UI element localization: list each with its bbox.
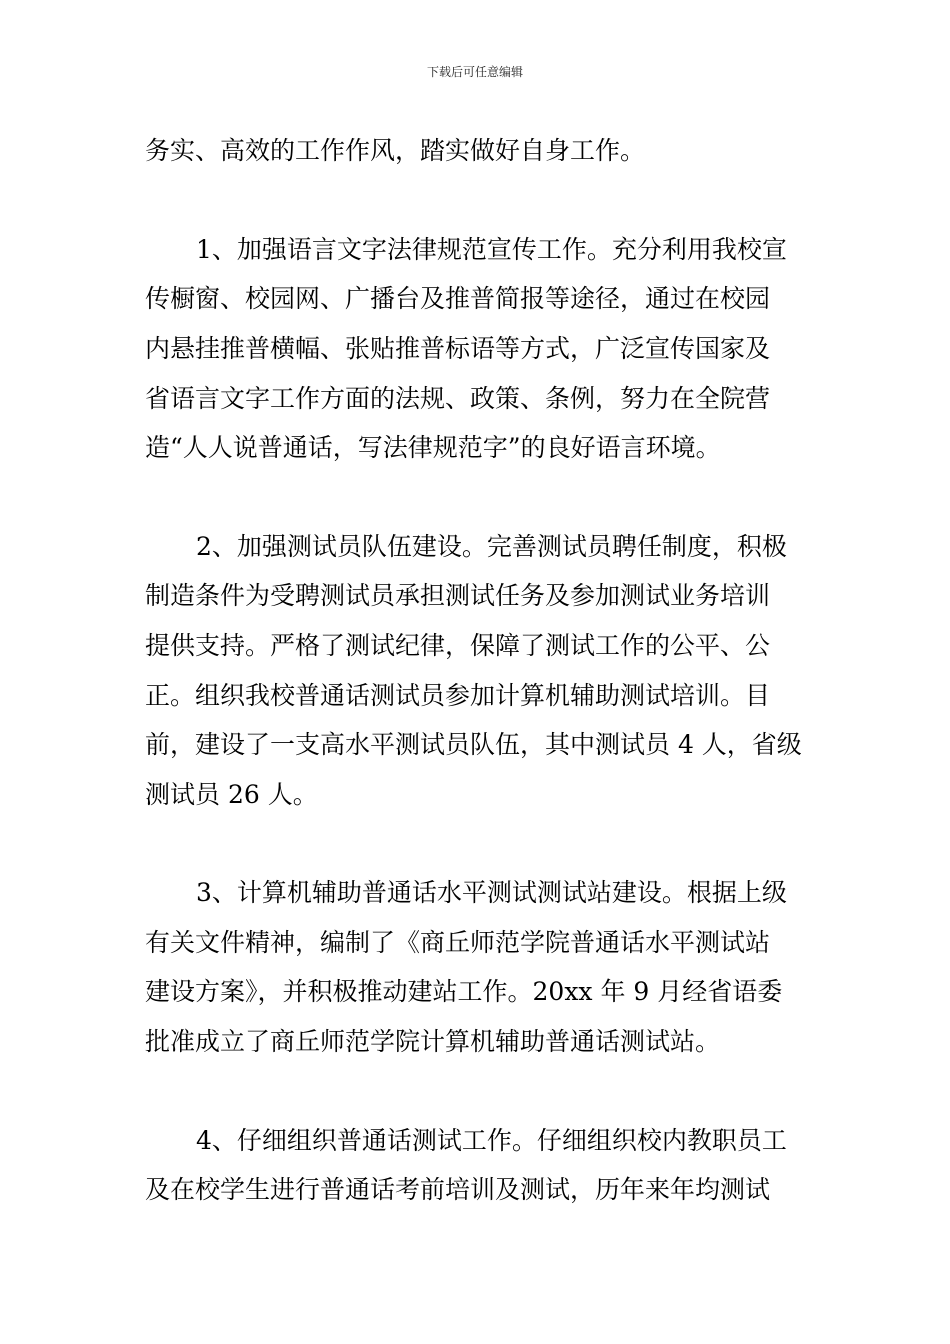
paragraph-line: 有关文件精神，编制了《商丘师范学院普通话水平测试站 [145,928,771,957]
paragraph-line: 2、加强测试员队伍建设。完善测试员聘任制度，积极 [196,532,787,561]
paragraph-line: 造“人人说普通话，写法律规范字”的良好语言环境。 [145,433,721,462]
paragraph-line: 传橱窗、校园网、广播台及推普简报等途径，通过在校园 [145,284,771,313]
paragraph-line: 建设方案》，并积极推动建站工作。20xx 年 9 月经省语委 [145,977,783,1006]
paragraph-line: 4、仔细组织普通话测试工作。仔细组织校内教职员工 [196,1126,787,1155]
paragraph-line: 批准成立了商丘师范学院计算机辅助普通话测试站。 [145,1027,721,1056]
page-header: 下载后可任意编辑 [426,65,523,79]
paragraph-line: 及在校学生进行普通话考前培训及测试，历年来年均测试 [145,1175,771,1204]
paragraph-line: 正。组织我校普通话测试员参加计算机辅助测试培训。目 [145,681,771,710]
paragraph-line: 测试员 26 人。 [145,780,318,809]
paragraph-line: 前，建设了一支高水平测试员队伍，其中测试员 4 人，省级 [145,730,802,759]
paragraph-line: 省语言文字工作方面的法规、政策、条例，努力在全院营 [145,384,771,413]
paragraph-line: 3、计算机辅助普通话水平测试测试站建设。根据上级 [196,878,787,907]
paragraph-line: 1、加强语言文字法律规范宣传工作。充分利用我校宣 [196,235,787,264]
paragraph-line: 提供支持。严格了测试纪律，保障了测试工作的公平、公 [145,631,771,660]
paragraph-line: 内悬挂推普横幅、张贴推普标语等方式，广泛宣传国家及 [145,334,771,363]
paragraph-line: 务实、高效的工作作风，踏实做好自身工作。 [145,136,646,165]
paragraph-line: 制造条件为受聘测试员承担测试任务及参加测试业务培训 [145,581,771,610]
